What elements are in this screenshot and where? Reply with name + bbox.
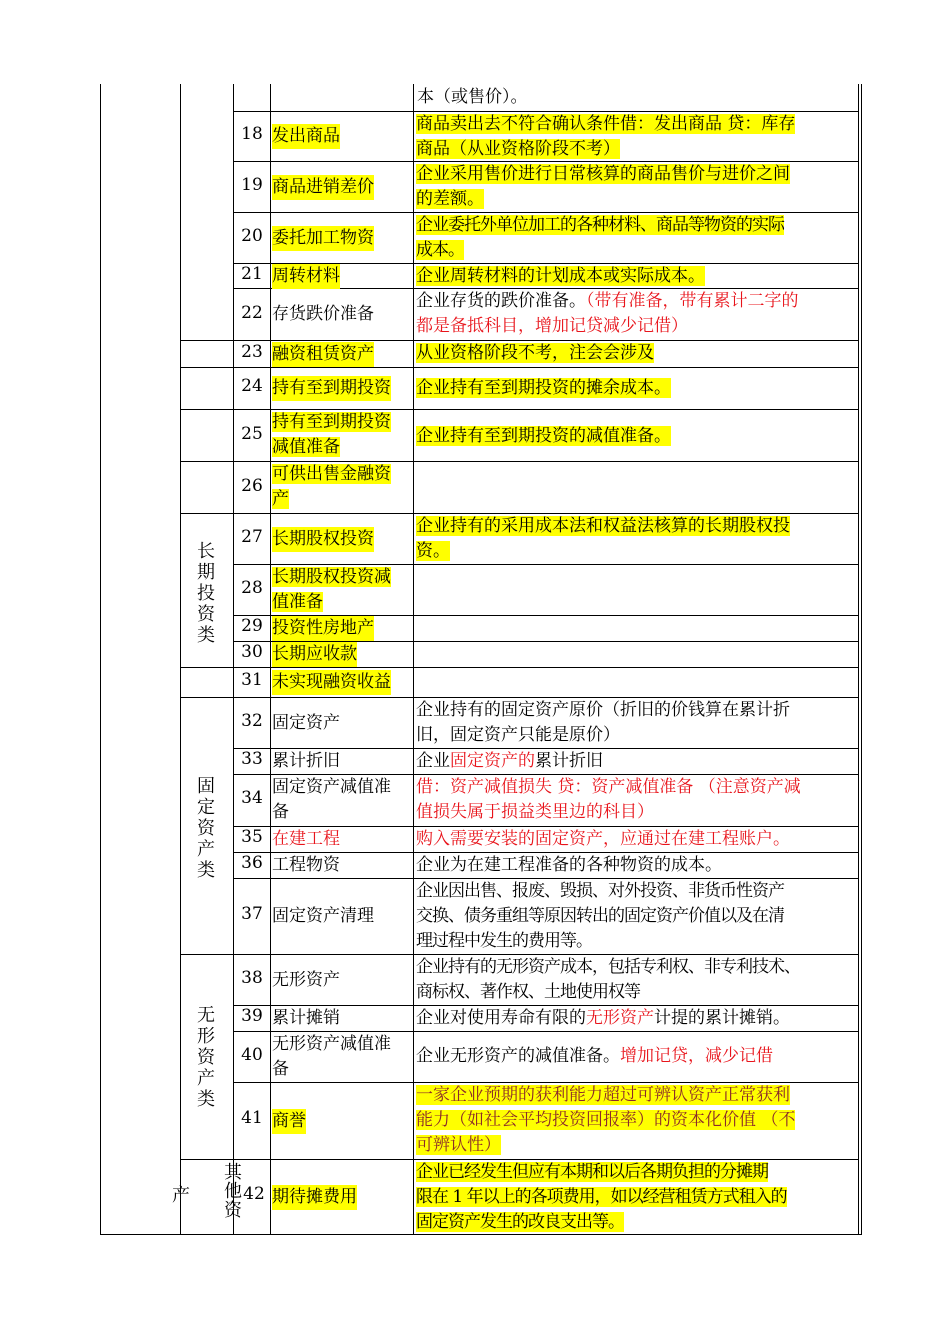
- account-description: 企业持有的固定资产原价（折旧的价钱算在累计折 旧，固定资产只能是原价）: [416, 700, 790, 745]
- border-name: [413, 84, 414, 1235]
- account-name: 融资租赁资产: [272, 341, 412, 367]
- row-number: 21: [241, 264, 263, 284]
- border-left: [100, 84, 101, 1235]
- account-name: 发出商品: [272, 112, 412, 161]
- account-description: 企业存货的跌价准备。（带有准备，带有累计二字的 都是备抵科目，增加记贷减少记借）: [416, 291, 799, 336]
- row-number: 35: [241, 827, 263, 847]
- account-description: 商品卖出去不符合确认条件借：发出商品 贷：库存 商品（从业资格阶段不考）: [416, 114, 796, 159]
- account-description: 企业因出售、报废、毁损、对外投资、非货币性资产 交换、债务重组等原因转出的固定资产价值以及在清 理过程中发生的费用等。: [416, 881, 784, 951]
- row-number: 39: [241, 1006, 263, 1026]
- account-name: 存货跌价准备: [272, 304, 374, 324]
- account-name: 长期股权投资: [272, 514, 412, 564]
- row-number: 41: [241, 1108, 263, 1128]
- account-name: 累计折旧: [272, 751, 340, 771]
- account-description: 企业持有至到期投资的减值准备。: [416, 426, 671, 446]
- account-name: 周转材料: [272, 264, 412, 288]
- row-number: 32: [241, 711, 263, 731]
- category-other-assets: 其他资: [224, 1162, 242, 1221]
- category-fixed-assets: 固 定 资 产 类: [197, 776, 215, 881]
- account-description: 企业对使用寿命有限的无形资产计提的累计摊销。: [416, 1008, 790, 1028]
- account-description: 企业无形资产的减值准备。增加记贷，减少记借: [416, 1046, 773, 1066]
- category-long-term-investment: 长 期 投 资 类: [197, 541, 215, 646]
- row-number: 42: [243, 1184, 265, 1204]
- account-name: 长期应收款: [272, 642, 412, 667]
- category-intangible-assets: 无 形 资 产 类: [197, 1005, 215, 1110]
- row-number: 33: [241, 749, 263, 769]
- account-name: 期待摊费用: [272, 1160, 412, 1234]
- account-name: 长期股权投资减 值准备: [272, 567, 391, 612]
- row-number: 22: [241, 303, 263, 323]
- account-description: 企业持有的无形资产成本，包括专利权、非专利技术、 商标权、著作权、土地使用权等: [416, 957, 800, 1002]
- account-name: 委托加工物资: [272, 213, 412, 263]
- border-right: [858, 84, 859, 1235]
- row-number: 36: [241, 853, 263, 873]
- row-number: 40: [241, 1045, 263, 1065]
- account-name: 持有至到期投资: [272, 368, 412, 409]
- row-number: 29: [241, 616, 263, 636]
- border-right-outer: [861, 84, 862, 1235]
- row-number: 25: [241, 424, 263, 444]
- account-description: 企业持有的采用成本法和权益法核算的长期股权投 资。: [416, 516, 790, 561]
- account-name: 在建工程: [272, 829, 340, 849]
- category-other-assets-tail: 产: [172, 1185, 190, 1206]
- account-description: 企业已经发生但应有本期和以后各期负担的分摊期 限在 1 年以上的各项费用，如以经营租赁方式租入的 固定资产发生的改良支出等。: [416, 1162, 787, 1232]
- account-name: 商品进销差价: [272, 162, 412, 212]
- account-name: 无形资产: [272, 969, 340, 990]
- row-number: 19: [241, 175, 263, 195]
- row-number: 34: [241, 788, 263, 808]
- row-number: 38: [241, 968, 263, 988]
- account-name: 固定资产减值准 备: [272, 777, 391, 822]
- row-number: 24: [241, 376, 263, 396]
- account-description: 从业资格阶段不考，注会会涉及: [416, 343, 654, 363]
- account-description: 企业周转材料的计划成本或实际成本。: [416, 266, 705, 286]
- account-description: 企业委托外单位加工的各种材料、商品等物资的实际 成本。: [416, 215, 784, 260]
- row-number: 30: [241, 642, 263, 662]
- account-name: 持有至到期投资 减值准备: [272, 412, 391, 457]
- account-name: 固定资产清理: [272, 906, 374, 926]
- row-number: 23: [241, 342, 263, 362]
- account-name: 工程物资: [272, 855, 340, 875]
- account-description: 企业固定资产的累计折旧: [416, 751, 603, 771]
- row-number: 31: [241, 670, 263, 690]
- account-name: 无形资产减值准 备: [272, 1034, 391, 1079]
- continuation-text: 本（或售价）。: [417, 87, 528, 107]
- row-number: 37: [241, 904, 263, 924]
- account-description: 借：资产减值损失 贷：资产减值准备 （注意资产减 值损失属于损益类里边的科目）: [416, 777, 801, 822]
- account-description: 购入需要安装的固定资产，应通过在建工程账户。: [416, 829, 790, 849]
- account-description: 一家企业预期的获利能力超过可辨认资产正常获利 能力（如社会平均投资回报率）的资本化价值 （不 可辨认性）: [416, 1085, 796, 1155]
- border-number: [270, 84, 271, 1235]
- account-name: 未实现融资收益: [272, 668, 412, 697]
- row-number: 20: [241, 226, 263, 246]
- row-number: 18: [241, 124, 263, 144]
- row-number: 26: [241, 476, 263, 496]
- account-name: 累计摊销: [272, 1008, 340, 1028]
- border-category: [180, 84, 181, 1235]
- account-name: 商誉: [272, 1083, 412, 1159]
- account-description: 企业持有至到期投资的摊余成本。: [416, 378, 671, 398]
- row-number: 28: [241, 578, 263, 598]
- account-description: 企业为在建工程准备的各种物资的成本。: [416, 855, 722, 875]
- account-name: 固定资产: [272, 712, 340, 733]
- account-description: 企业采用售价进行日常核算的商品售价与进价之间 的差额。: [416, 164, 790, 209]
- account-name: 可供出售金融资 产: [272, 464, 391, 509]
- row-number: 27: [241, 527, 263, 547]
- account-name: 投资性房地产: [272, 616, 412, 641]
